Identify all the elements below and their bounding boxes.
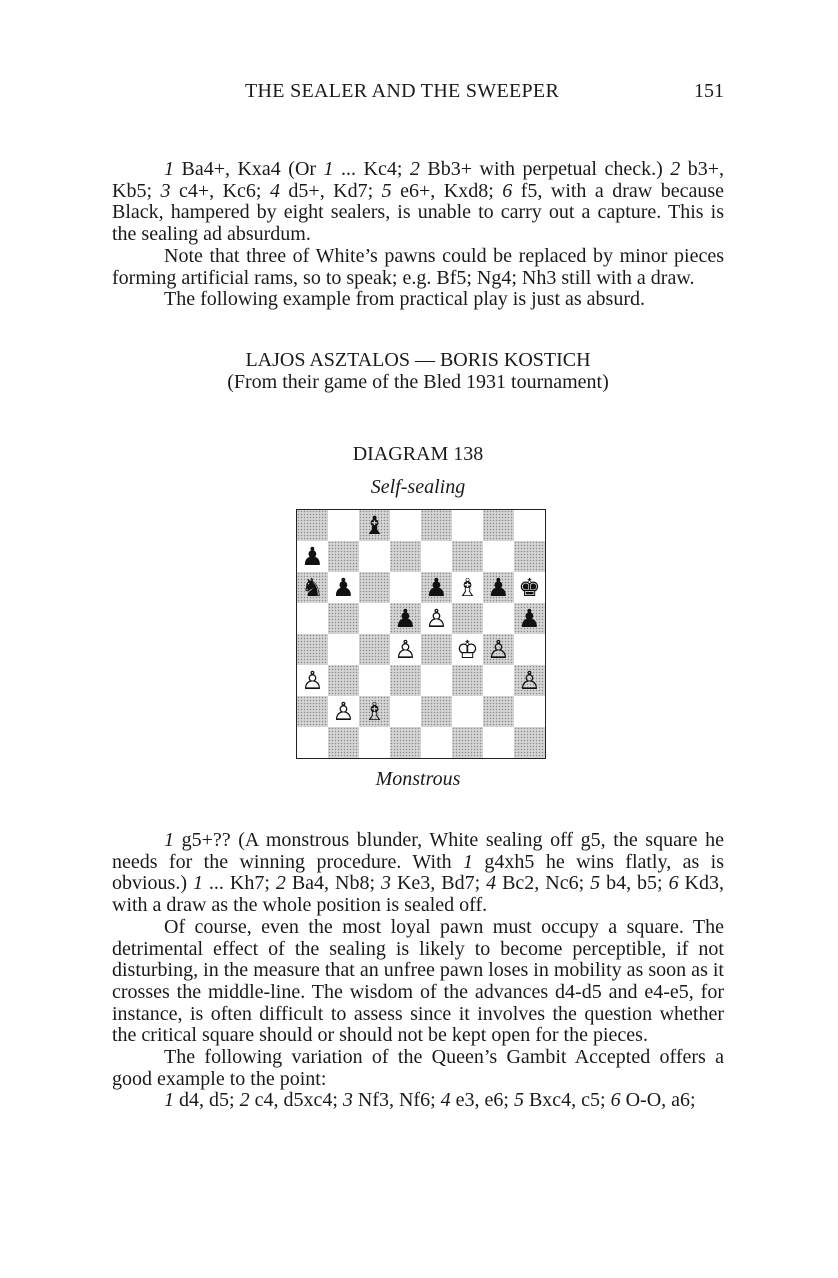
square-h3: [514, 665, 545, 696]
move-number: 4: [486, 872, 497, 895]
move-number: 5: [590, 872, 601, 895]
diagram-subtitle: Self-sealing: [370, 476, 466, 498]
move-number: 5: [513, 1089, 524, 1112]
game-players: LAJOS ASZTALOS — BORIS KOSTICH: [245, 349, 591, 371]
square-g5: [483, 603, 514, 634]
black-pawn-icon: ♟: [518, 604, 541, 633]
square-b2: [328, 696, 359, 727]
move-text: Ba4, Nb8;: [285, 872, 381, 895]
move-number: 2: [275, 872, 286, 895]
square-a1: [297, 727, 328, 758]
black-knight-icon: ♞: [301, 573, 324, 602]
move-number: 5: [381, 179, 392, 202]
square-c6: [359, 572, 390, 603]
white-bishop-icon: ♗: [363, 697, 386, 726]
square-f6: [452, 572, 483, 603]
diagram-caption: Monstrous: [375, 768, 461, 790]
square-e2: [421, 696, 452, 727]
white-pawn-icon: ♙: [425, 604, 448, 633]
move-text: e6+, Kxd8;: [391, 179, 503, 202]
move-number: 4: [269, 179, 280, 202]
black-pawn-icon: ♟: [332, 573, 355, 602]
move-number: 6: [502, 179, 513, 202]
square-a4: [297, 634, 328, 665]
running-title: THE SEALER AND THE SWEEPER: [245, 80, 560, 102]
white-pawn-icon: ♙: [518, 666, 541, 695]
square-a5: [297, 603, 328, 634]
square-g6: [483, 572, 514, 603]
move-text: g4xh5 he wins flatly, as is obvious.): [112, 850, 724, 895]
move-text: Bxc4, c5;: [523, 1089, 611, 1112]
white-pawn-icon: ♙: [487, 635, 510, 664]
analysis-paragraph-sealing: Of course, even the most loyal pawn must occupy a square. The detrimental effect of the sealing is likely to become perceptible, if not disturbing, in the measure that an unfree pawn loses in mobility as soon as it crosses the middle-line. The wisdom of the advances d4-d5 and e4-e5, for instance, is often difficult to assess since it involves the question whether the critical square should or should not be kept open for the pieces.: [112, 915, 724, 1047]
square-h8: [514, 510, 545, 541]
square-h7: [514, 541, 545, 572]
move-number: 1: [463, 850, 474, 873]
square-c7: [359, 541, 390, 572]
intro-paragraph-note: Note that three of White’s pawns could be replaced by minor pieces forming artificial rams, so to speak; e.g. Bf5; Ng4; Nh3 still with a draw.: [112, 244, 724, 289]
square-e6: [421, 572, 452, 603]
square-e7: [421, 541, 452, 572]
square-f7: [452, 541, 483, 572]
intro-paragraph-example: The following example from practical play is just as absurd.: [164, 288, 645, 311]
square-h5: [514, 603, 545, 634]
square-c4: [359, 634, 390, 665]
square-d3: [390, 665, 421, 696]
black-bishop-icon: ♝: [363, 511, 386, 540]
square-h1: [514, 727, 545, 758]
intro-text: [112, 159, 724, 311]
white-bishop-icon: ♗: [456, 573, 479, 602]
black-pawn-icon: ♟: [487, 573, 510, 602]
move-text: b4, b5;: [600, 872, 669, 895]
white-pawn-icon: ♙: [332, 697, 355, 726]
square-g1: [483, 727, 514, 758]
square-d2: [390, 696, 421, 727]
square-c1: [359, 727, 390, 758]
move-text: Nf3, Nf6;: [352, 1089, 441, 1112]
move-text: g5+?? (A monstrous blunder, White sealing off g5, the square he needs for the winning procedure. With: [112, 829, 724, 873]
square-e4: [421, 634, 452, 665]
move-text: ... Kh7;: [202, 872, 276, 895]
square-g7: [483, 541, 514, 572]
square-b1: [328, 727, 359, 758]
square-a6: [297, 572, 328, 603]
square-d6: [390, 572, 421, 603]
move-text: Ke3, Bd7;: [391, 872, 487, 895]
move-text: f5, with a draw because Black, hampered by eight sealers, is unable to carry out a capture. This is the sealing ad absurdum.: [112, 179, 725, 246]
move-text: Kd3, with a draw as the whole position is sealed off.: [112, 872, 725, 917]
square-b3: [328, 665, 359, 696]
analysis-paragraph-moves: [112, 830, 724, 917]
square-d7: [390, 541, 421, 572]
square-c2: [359, 696, 390, 727]
square-h2: [514, 696, 545, 727]
move-text: c4, d5xc4;: [249, 1089, 343, 1112]
white-pawn-icon: ♙: [301, 666, 324, 695]
square-f2: [452, 696, 483, 727]
square-d4: [390, 634, 421, 665]
move-text: d4, d5;: [174, 1089, 240, 1112]
square-c3: [359, 665, 390, 696]
square-h4: [514, 634, 545, 665]
black-pawn-icon: ♟: [394, 604, 417, 633]
square-b6: [328, 572, 359, 603]
square-b8: [328, 510, 359, 541]
move-number: 1: [192, 872, 203, 895]
move-text: d5+, Kd7;: [279, 179, 382, 202]
square-e3: [421, 665, 452, 696]
black-pawn-icon: ♟: [425, 573, 448, 602]
page-number: 151: [694, 80, 724, 102]
square-g4: [483, 634, 514, 665]
square-f1: [452, 727, 483, 758]
square-a8: [297, 510, 328, 541]
white-pawn-icon: ♙: [394, 635, 417, 664]
running-head: [112, 80, 724, 106]
square-f5: [452, 603, 483, 634]
move-number: 2: [670, 158, 681, 180]
move-text: c4+, Kc6;: [170, 179, 270, 202]
move-text: e3, e6;: [450, 1089, 514, 1112]
move-number: 3: [160, 179, 171, 202]
move-number: 3: [342, 1089, 353, 1112]
move-number: 2: [239, 1089, 250, 1112]
move-number: 1: [164, 829, 174, 851]
square-h6: [514, 572, 545, 603]
square-c8: [359, 510, 390, 541]
square-f4: [452, 634, 483, 665]
square-f8: [452, 510, 483, 541]
move-text: Ba4+, Kxa4 (Or: [174, 158, 324, 180]
move-number: 2: [409, 158, 420, 180]
square-d5: [390, 603, 421, 634]
square-f3: [452, 665, 483, 696]
move-text: Bc2, Nc6;: [496, 872, 591, 895]
move-number: 1: [164, 1089, 174, 1112]
square-g3: [483, 665, 514, 696]
analysis-paragraph-variation-moves: [112, 1090, 724, 1112]
square-a2: [297, 696, 328, 727]
diagram-label: DIAGRAM 138: [352, 443, 484, 465]
square-g8: [483, 510, 514, 541]
square-e8: [421, 510, 452, 541]
move-number: 4: [440, 1089, 451, 1112]
chess-board: [296, 509, 546, 759]
analysis-text: [112, 830, 724, 1112]
square-a7: [297, 541, 328, 572]
square-g2: [483, 696, 514, 727]
square-d8: [390, 510, 421, 541]
move-number: 1: [323, 158, 334, 180]
square-b7: [328, 541, 359, 572]
square-c5: [359, 603, 390, 634]
move-number: 6: [610, 1089, 621, 1112]
square-b4: [328, 634, 359, 665]
game-source: (From their game of the Bled 1931 tournament): [227, 371, 609, 393]
square-e5: [421, 603, 452, 634]
analysis-paragraph-variation-intro: The following variation of the Queen’s Gambit Accepted offers a good example to the point:: [112, 1046, 724, 1090]
move-text: Bb3+ with perpetual check.): [419, 158, 671, 180]
white-king-icon: ♔: [456, 635, 479, 664]
square-a3: [297, 665, 328, 696]
move-number: 1: [164, 158, 174, 180]
square-d1: [390, 727, 421, 758]
move-number: 3: [381, 872, 391, 895]
move-text: ... Kc4;: [333, 158, 410, 180]
move-text: b3+, Kb5;: [112, 158, 725, 202]
square-b5: [328, 603, 359, 634]
black-king-icon: ♚: [518, 573, 541, 602]
move-text: O-O, a6;: [620, 1089, 696, 1112]
black-pawn-icon: ♟: [301, 542, 324, 571]
square-e1: [421, 727, 452, 758]
move-number: 6: [668, 872, 679, 895]
intro-paragraph-moves: [112, 159, 724, 246]
